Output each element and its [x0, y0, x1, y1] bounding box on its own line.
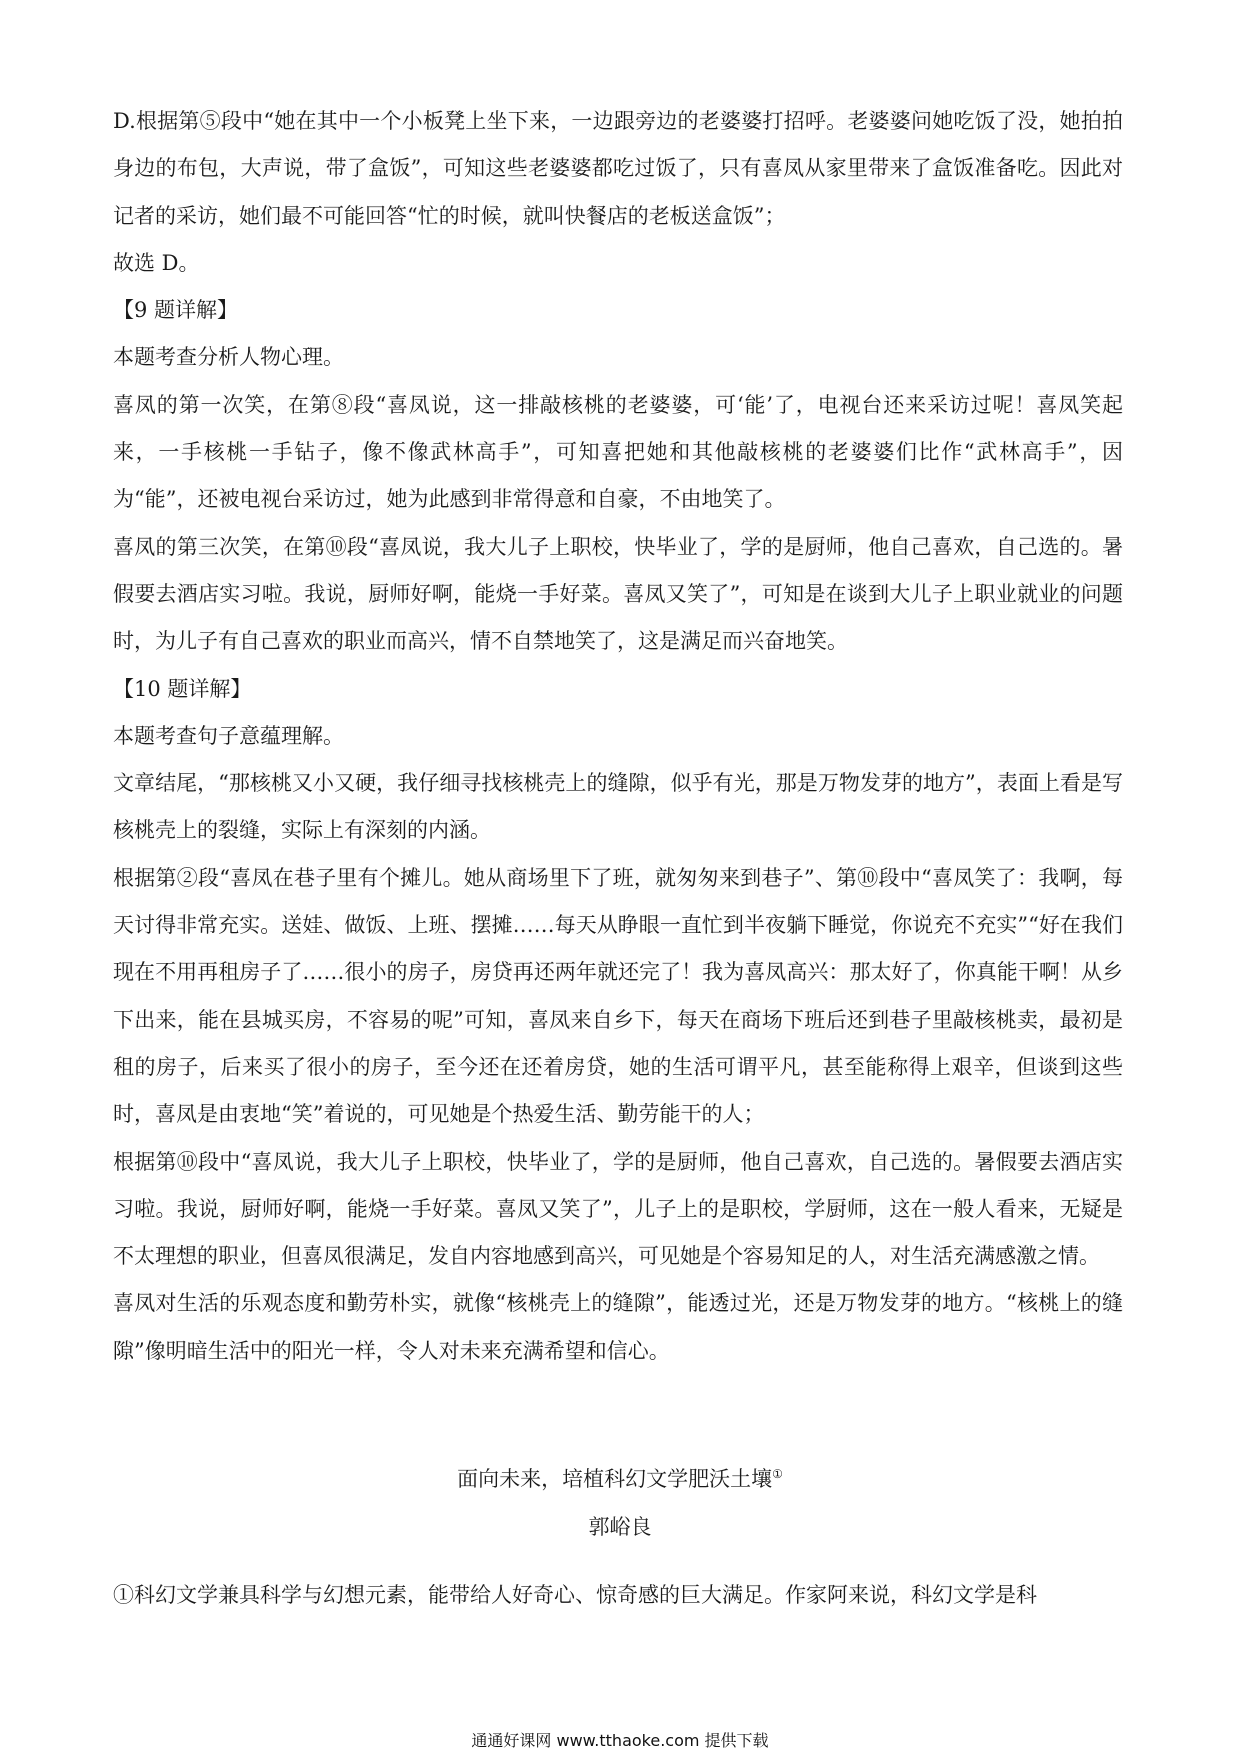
paragraph-answer-d: 故选 D。: [113, 250, 200, 275]
paragraph-d-option: D.根据第⑤段中“她在其中一个小板凳上坐下来，一边跟旁边的老婆婆打招呼。老婆婆问她吃饭了没，她拍拍身边的布包，大声说，带了盒饭”，可知这些老婆婆都吃过饭了，只有喜凤从家里带来了盒饭准备吃。因此对记者的采访，她们最不可能回答“忙的时候，就叫快餐店的老板送盒饭”；: [113, 109, 1123, 228]
paragraph-q10-topic: 本题考查句子意蕴理解。: [113, 723, 344, 748]
paragraph-q10-analysis-1: 根据第②段“喜凤在巷子里有个摊儿。她从商场里下了班，就匆匆来到巷子”、第⑩段中“喜凤笑了：我啊，每天讨得非常充实。送娃、做饭、上班、摆摊……每天从睁眼一直忙到半夜躺下睡觉，你说充不充实”“好在我们现在不用再租房子了……很小的房子，房贷再还两年就还完了！我为喜凤高兴：那太好了，你真能干啊！从乡下出来，能在县城买房，不容易的呢”可知，喜凤来自乡下，每天在商场下班后还到巷子里敲核桃卖，最初是租的房子，后来买了很小的房子，至今还在还着房贷，她的生活可谓平凡，甚至能称得上艰辛，但谈到这些时，喜凤是由衷地“笑”着说的，可见她是个热爱生活、勤劳能干的人；: [113, 865, 1123, 1127]
paragraph-q9-first-laugh: 喜凤的第一次笑，在第⑧段“喜凤说，这一排敲核桃的老婆婆，可‘能’了，电视台还来采访过呢！喜凤笑起来，一手核桃一手钻子，像不像武林高手”，可知喜把她和其他敲核桃的老婆婆们比作“武林高手”，因为“能”，还被电视台采访过，她为此感到非常得意和自豪，不由地笑了。: [113, 392, 1123, 512]
answer-explanations: [113, 98, 1123, 1375]
paragraph-q10-conclusion: 喜凤对生活的乐观态度和勤劳朴实，就像“核桃壳上的缝隙”，能透过光，还是万物发芽的地方。“核桃上的缝隙”像明暗生活中的阳光一样，令人对未来充满希望和信心。: [113, 1291, 1123, 1363]
article-paragraph-1: ①科幻文学兼具科学与幻想元素，能带给人好奇心、惊奇感的巨大满足。作家阿来说，科幻文学是科: [113, 1583, 1037, 1607]
page-footer: 通通好课网 www.tthaoke.com 提供下载: [471, 1731, 769, 1750]
article-title-text: 面向未来，培植科幻文学肥沃土壤: [457, 1467, 773, 1491]
article-title: [0, 1463, 1240, 1493]
article-author: 郭峪良: [588, 1515, 652, 1539]
paragraph-q10-ending: 文章结尾，“那核桃又小又硬，我仔细寻找核桃壳上的缝隙，似乎有光，那是万物发芽的地方”，表面上看是写核桃壳上的裂缝，实际上有深刻的内涵。: [113, 771, 1123, 843]
heading-q9: 【9 题详解】: [113, 298, 239, 323]
article-title-note: ①: [772, 1467, 783, 1481]
paragraph-q9-topic: 本题考查分析人物心理。: [113, 345, 344, 370]
heading-q10: 【10 题详解】: [113, 676, 252, 701]
paragraph-q10-analysis-2: 根据第⑩段中“喜凤说，我大儿子上职校，快毕业了，学的是厨师，他自己喜欢，自己选的。暑假要去酒店实习啦。我说，厨师好啊，能烧一手好菜。喜凤又笑了”，儿子上的是职校，学厨师，这在一般人看来，无疑是不太理想的职业，但喜凤很满足，发自内容地感到高兴，可见她是个容易知足的人，对生活充满感激之情。: [113, 1149, 1123, 1269]
paragraph-q9-third-laugh: 喜凤的第三次笑，在第⑩段“喜凤说，我大儿子上职校，快毕业了，学的是厨师，他自己喜欢，自己选的。暑假要去酒店实习啦。我说，厨师好啊，能烧一手好菜。喜凤又笑了”，可知是在谈到大儿子上职业就业的问题时，为儿子有自己喜欢的职业而高兴，情不自禁地笑了，这是满足而兴奋地笑。: [113, 534, 1123, 654]
